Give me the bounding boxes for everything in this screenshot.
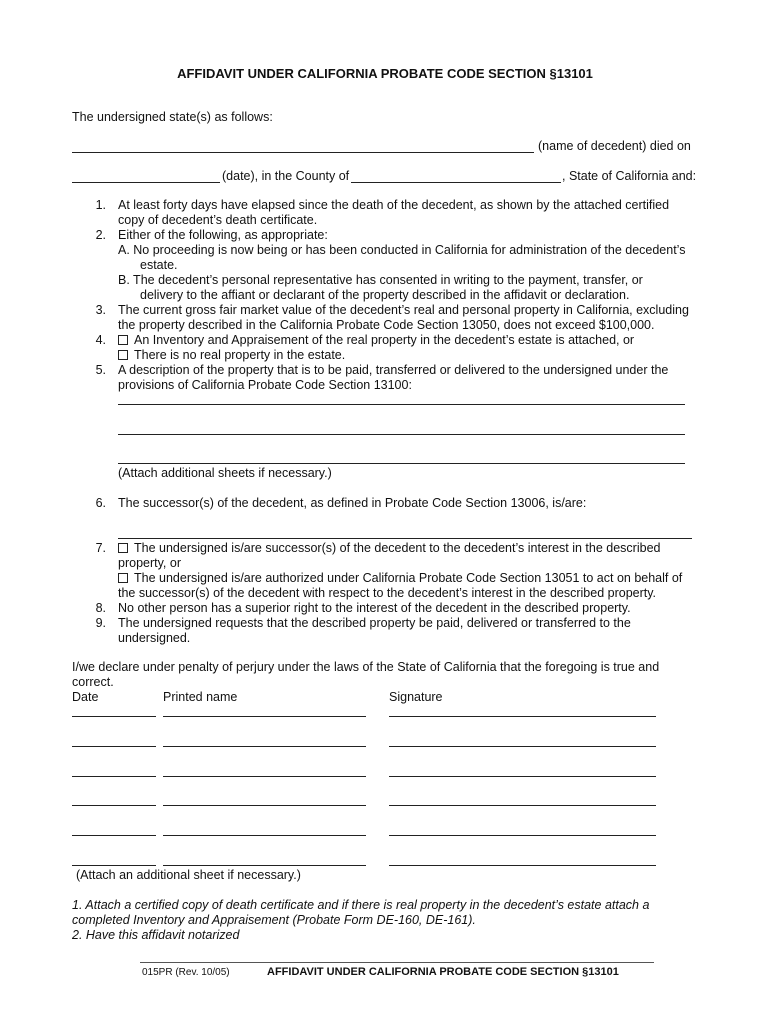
item-7-text: property, or: [118, 556, 181, 570]
item-5-text: provisions of California Probate Code Section 13100:: [118, 378, 412, 392]
authorized-checkbox[interactable]: [118, 573, 128, 583]
instruction-note: 1. Attach a certified copy of death certificate and if there is real property in the decedent’s estate attach a: [72, 898, 650, 912]
instruction-note: 2. Have this affidavit notarized: [72, 928, 240, 942]
item-3-text: the property described in the California Probate Code Section 13050, does not exceed $100,000.: [118, 318, 655, 332]
item-number: 3.: [95, 303, 106, 317]
property-description-line[interactable]: [118, 404, 685, 405]
printed-name-column-header: Printed name: [163, 690, 238, 704]
signature-line[interactable]: [389, 746, 656, 747]
attach-sheet-note: (Attach an additional sheet if necessary.): [76, 868, 301, 882]
item-2a-text: A. No proceeding is now being or has been conducted in California for administration of the decedent’s: [118, 243, 686, 257]
signature-column-header: Signature: [389, 690, 443, 704]
signature-line[interactable]: [389, 716, 656, 717]
item-number: 8.: [95, 601, 106, 615]
signature-line[interactable]: [389, 835, 656, 836]
item-4-option-no-real-property: [118, 348, 345, 363]
form-code: 015PR (Rev. 10/05): [142, 967, 230, 978]
item-7-text: The undersigned is/are authorized under California Probate Code Section 13051 to act on behalf of: [134, 571, 683, 585]
printed-name-line[interactable]: [163, 776, 366, 777]
property-description-line[interactable]: [118, 463, 685, 464]
item-number: 6.: [95, 496, 106, 510]
item-9-text: The undersigned requests that the described property be paid, delivered or transferred to the: [118, 616, 631, 630]
date-signature-line[interactable]: [72, 805, 156, 806]
date-column-header: Date: [72, 690, 99, 704]
attach-sheets-note: (Attach additional sheets if necessary.): [118, 466, 332, 480]
printed-name-line[interactable]: [163, 805, 366, 806]
item-8-text: No other person has a superior right to the interest of the decedent in the described property.: [118, 601, 631, 615]
item-4-option-inventory: [118, 333, 634, 348]
item-7-option-successor: [118, 541, 660, 556]
item-4-text: There is no real property in the estate.: [134, 348, 346, 362]
successor-names-line[interactable]: [118, 538, 692, 539]
date-signature-line[interactable]: [72, 865, 156, 866]
item-2b-text: B. The decedent’s personal representative has consented in writing to the payment, transfer, or: [118, 273, 643, 287]
item-9-text: undersigned.: [118, 631, 191, 645]
item-number: 1.: [95, 198, 106, 212]
item-number: 2.: [95, 228, 106, 242]
item-3-text: The current gross fair market value of the decedent’s real and personal property in California, excluding: [118, 303, 689, 317]
item-5-text: A description of the property that is to be paid, transferred or delivered to the undersigned under the: [118, 363, 669, 377]
printed-name-line[interactable]: [163, 865, 366, 866]
date-signature-line[interactable]: [72, 835, 156, 836]
item-1-text: copy of decedent’s death certificate.: [118, 213, 318, 227]
footer-title: AFFIDAVIT UNDER CALIFORNIA PROBATE CODE SECTION §13101: [267, 966, 619, 978]
item-6-text: The successor(s) of the decedent, as defined in Probate Code Section 13006, is/are:: [118, 496, 587, 510]
printed-name-line[interactable]: [163, 746, 366, 747]
county-field[interactable]: [351, 182, 561, 183]
footer-divider: [140, 962, 654, 963]
signature-line[interactable]: [389, 776, 656, 777]
printed-name-line[interactable]: [163, 835, 366, 836]
decedent-name-label: (name of decedent) died on: [538, 139, 691, 153]
item-7-option-authorized: [118, 571, 682, 586]
item-2b-text: delivery to the affiant or declarant of the property described in the affidavit or declaration.: [140, 288, 630, 302]
intro-text: The undersigned state(s) as follows:: [72, 110, 273, 124]
item-number: 7.: [95, 541, 106, 555]
item-number: 9.: [95, 616, 106, 630]
successor-checkbox[interactable]: [118, 543, 128, 553]
date-signature-line[interactable]: [72, 746, 156, 747]
item-2-text: Either of the following, as appropriate:: [118, 228, 328, 242]
signature-line[interactable]: [389, 805, 656, 806]
date-county-label: (date), in the County of: [222, 169, 350, 183]
date-signature-line[interactable]: [72, 776, 156, 777]
instruction-note: completed Inventory and Appraisement (Probate Form DE-160, DE-161).: [72, 913, 476, 927]
item-number: 5.: [95, 363, 106, 377]
state-label: , State of California and:: [562, 169, 697, 183]
signature-line[interactable]: [389, 865, 656, 866]
document-title: AFFIDAVIT UNDER CALIFORNIA PROBATE CODE SECTION §13101: [177, 66, 593, 81]
property-description-line[interactable]: [118, 434, 685, 435]
date-signature-line[interactable]: [72, 716, 156, 717]
item-1-text: At least forty days have elapsed since the death of the decedent, as shown by the attached certified: [118, 198, 670, 212]
printed-name-line[interactable]: [163, 716, 366, 717]
item-7-text: the successor(s) of the decedent with respect to the decedent’s interest in the described property.: [118, 586, 657, 600]
item-number: 4.: [95, 333, 106, 347]
decedent-name-field[interactable]: [72, 152, 534, 153]
declaration-text: correct.: [72, 675, 114, 689]
inventory-checkbox[interactable]: [118, 335, 128, 345]
item-2a-text: estate.: [140, 258, 178, 272]
item-4-text: An Inventory and Appraisement of the real property in the decedent’s estate is attached, or: [134, 333, 635, 347]
death-date-field[interactable]: [72, 182, 220, 183]
declaration-text: I/we declare under penalty of perjury under the laws of the State of California that the foregoing is true and: [72, 660, 660, 674]
item-7-text: The undersigned is/are successor(s) of the decedent to the decedent’s interest in the described: [134, 541, 661, 555]
no-real-property-checkbox[interactable]: [118, 350, 128, 360]
